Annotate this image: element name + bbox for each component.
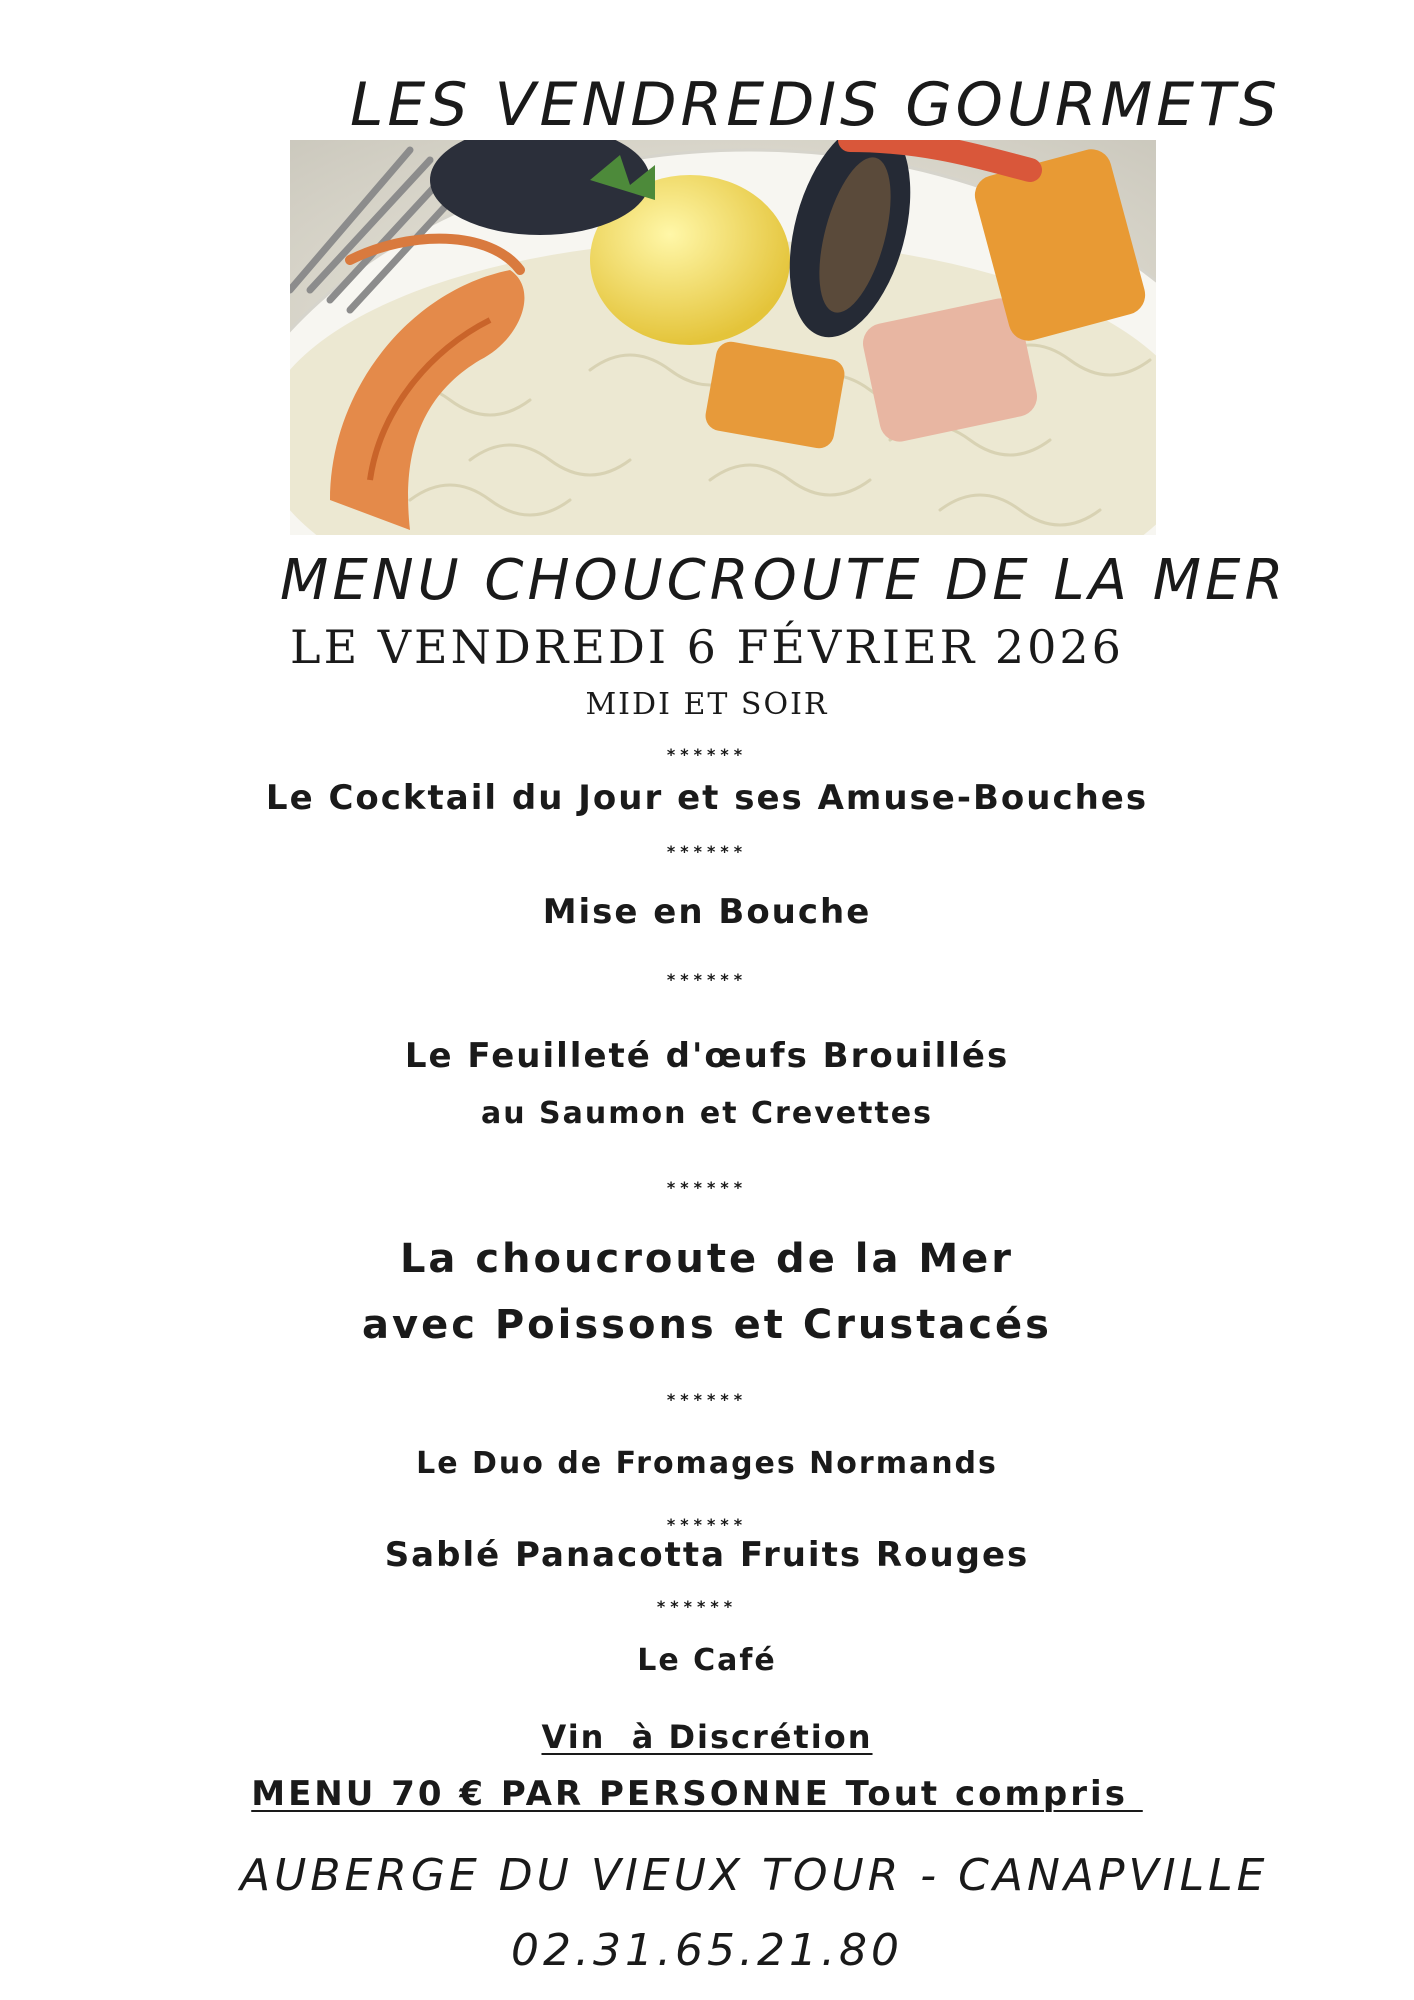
course-feuillete-detail: au Saumon et Crevettes bbox=[480, 1096, 933, 1131]
course-mise-en-bouche: Mise en Bouche bbox=[542, 892, 872, 932]
separator: ****** bbox=[666, 1178, 748, 1197]
course-fromages: Le Duo de Fromages Normands bbox=[416, 1446, 998, 1481]
separator: ****** bbox=[666, 842, 748, 861]
page-header-title: LES VENDREDIS GOURMETS bbox=[350, 70, 1281, 140]
menu-price: MENU 70 € PAR PERSONNE Tout compris bbox=[251, 1774, 1143, 1814]
course-cocktail: Le Cocktail du Jour et ses Amuse-Bouches bbox=[265, 778, 1149, 818]
dish-photo bbox=[290, 140, 1156, 535]
separator: ****** bbox=[666, 1390, 748, 1409]
restaurant-name: AUBERGE DU VIEUX TOUR - CANAPVILLE bbox=[240, 1850, 1269, 1901]
course-dessert: Sablé Panacotta Fruits Rouges bbox=[384, 1535, 1030, 1575]
restaurant-phone: 02.31.65.21.80 bbox=[511, 1925, 903, 1976]
choucroute-de-la-mer-photo bbox=[290, 140, 1156, 535]
separator: ****** bbox=[656, 1597, 738, 1616]
course-cafe: Le Café bbox=[637, 1643, 777, 1678]
menu-service: MIDI ET SOIR bbox=[585, 687, 829, 722]
course-choucroute-detail: avec Poissons et Crustacés bbox=[362, 1302, 1052, 1348]
menu-title: MENU CHOUCROUTE DE LA MER bbox=[280, 548, 1288, 613]
course-feuillete: Le Feuilleté d'œufs Brouillés bbox=[404, 1036, 1010, 1076]
course-choucroute: La choucroute de la Mer bbox=[399, 1236, 1015, 1282]
menu-date: LE VENDREDI 6 FÉVRIER 2026 bbox=[290, 620, 1124, 674]
wine-info: Vin à Discrétion bbox=[541, 1718, 873, 1756]
separator: ****** bbox=[666, 970, 748, 989]
separator: ****** bbox=[666, 1515, 748, 1534]
separator: ****** bbox=[666, 745, 748, 764]
